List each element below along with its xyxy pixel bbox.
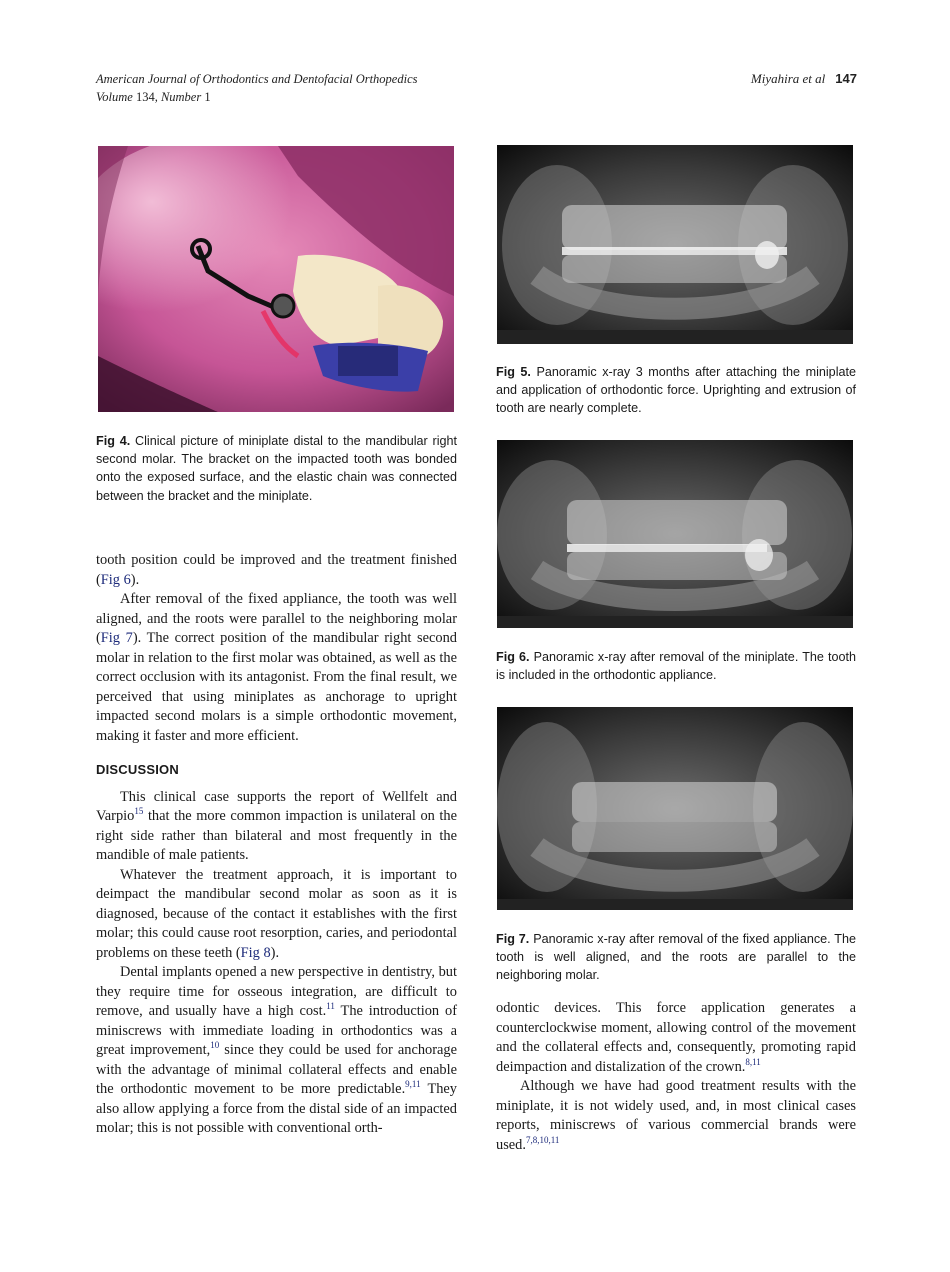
fig5-panoramic-xray (497, 145, 853, 344)
left-column-text (96, 551, 457, 1139)
right-column-text (496, 999, 856, 1155)
body-paragraph (96, 788, 457, 866)
fig8-link[interactable]: Fig 8 (240, 944, 271, 961)
fig4-caption (96, 432, 457, 505)
journal-title: American Journal of Orthodontics and Dentofacial Orthopedics (96, 72, 418, 86)
body-paragraph (96, 590, 457, 746)
body-paragraph (96, 963, 457, 1139)
fig6-caption-text: Panoramic x-ray after removal of the miniplate. The tooth is included in the orthodontic appliance. (496, 650, 857, 683)
citation-10[interactable]: 10 (210, 1040, 220, 1051)
text-run: They also allow applying a force from the distal side of an impacted molar; this is not possible with conventional orth- (96, 1081, 458, 1136)
body-paragraph (96, 866, 457, 964)
citation-11[interactable]: 11 (326, 1001, 335, 1012)
citation-7-8-10-11[interactable]: 7,8,10,11 (525, 1134, 560, 1145)
volume-label: Volume (96, 90, 133, 104)
text-run: Dental implants opened a new perspective in dentistry, but they require time for osseous integration, are difficult to remove, and usually have a high cost. (96, 964, 457, 1019)
text-run: Whatever the treatment approach, it is important to deimpact the mandibular second molar as soon as it is diagnosed, because of the contact it establishes with the first molar; this could cause root resorption, caries, and periodontal problems on these teeth ( (96, 866, 457, 961)
citation-8-11[interactable]: 8,11 (745, 1056, 761, 1067)
body-paragraph (96, 551, 457, 590)
running-author: Miyahira et al (750, 71, 826, 86)
text-run: tooth position could be improved and the treatment finished ( (96, 552, 457, 588)
body-paragraph (496, 1077, 856, 1155)
fig6-label: Fig 6. (496, 650, 530, 664)
fig5-caption (496, 363, 856, 418)
body-paragraph (496, 999, 856, 1077)
journal-volume-line: Volume 134, Number 1 (96, 90, 211, 104)
text-run: since they could be used for anchorage with the advantage of minimal collateral effects and enable the orthodontic movement to be more predictable. (96, 1042, 457, 1097)
fig6-caption (496, 648, 856, 684)
fig5-caption-text: Panoramic x-ray 3 months after attaching the miniplate and application of orthodontic force. Uprighting and extrusion of tooth are nearly complete. (496, 365, 856, 416)
fig7-label: Fig 7. (496, 932, 530, 946)
fig4-clinical-photo (98, 146, 454, 412)
citation-9-11[interactable]: 9,11 (405, 1079, 421, 1090)
fig7-link[interactable]: Fig 7 (100, 630, 133, 646)
running-header-journal (96, 70, 418, 106)
issue-number: 1 (204, 90, 211, 104)
fig4-label: Fig 4. (96, 434, 131, 448)
fig6-link[interactable]: Fig 6 (100, 571, 131, 588)
fig4-caption-text: Clinical picture of miniplate distal to the mandibular right second molar. The bracket on the impacted tooth was bonded onto the exposed surface, and the elastic chain was connected between the bracket and the miniplate. (96, 434, 458, 503)
text-run: Although we have had good treatment results with the miniplate, it is not widely used, and, in most clinical cases reports, miniscrews of various commercial brands were used. (496, 1078, 856, 1153)
text-run: ). The correct position of the mandibular right second molar in relation to the first molar was obtained, as well as the correct occlusion with its antagonist. From the final result, we perceived that using miniplates as anchorage to upright impacted second molars is a simple orthodontic movement, making it faster and more efficient. (96, 630, 457, 744)
running-header-right (751, 70, 857, 88)
text-run: ). (130, 571, 140, 588)
number-label: Number (160, 90, 202, 104)
volume-number: 134 (135, 90, 155, 104)
fig7-caption (496, 930, 856, 985)
fig7-panoramic-xray (497, 707, 853, 910)
text-run: This clinical case supports the report of Wellfelt and Varpio (96, 788, 457, 824)
text-run: ). (270, 944, 280, 961)
fig6-panoramic-xray (497, 440, 853, 628)
fig7-caption-text: Panoramic x-ray after removal of the fixed appliance. The tooth is well aligned, and the roots are parallel to the neighboring molar. (496, 932, 857, 983)
text-run: that the more common impaction is unilateral on the right side rather than bilateral and most frequently in the mandible of male patients. (96, 808, 457, 863)
text-run: odontic devices. This force application generates a counterclockwise moment, allowing control of the movement and the collateral effects and, consequently, promoting rapid deimpaction and distalization of the crown. (496, 1000, 856, 1075)
fig5-label: Fig 5. (496, 365, 531, 379)
text-run: After removal of the fixed appliance, the tooth was well aligned, and the roots were parallel to the neighboring molar ( (96, 591, 457, 646)
section-heading-discussion: DISCUSSION (96, 762, 179, 777)
text-run: The introduction of miniscrews with immediate loading in orthodontics was a great improvement, (96, 1003, 457, 1058)
citation-15[interactable]: 15 (134, 806, 144, 817)
page-number: 147 (835, 71, 857, 86)
